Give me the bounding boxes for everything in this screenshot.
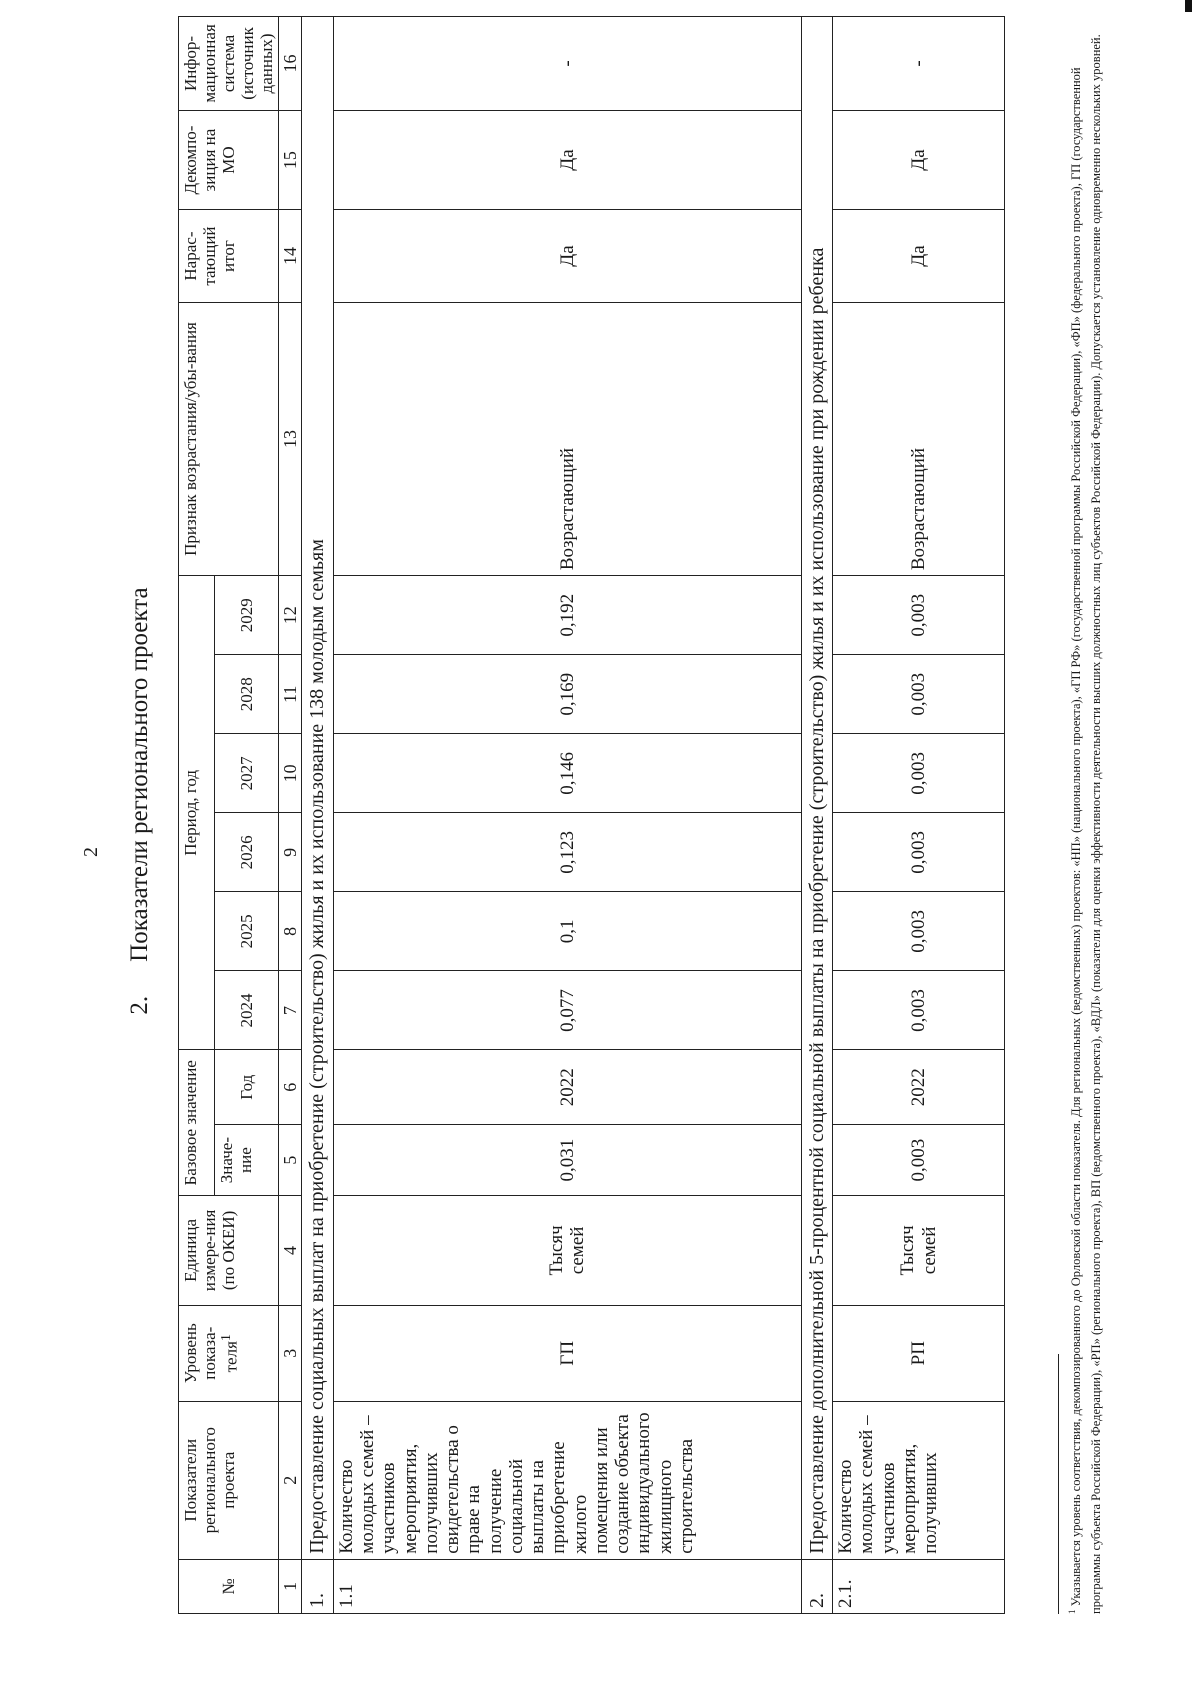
footnote-divider: [1058, 1354, 1059, 1614]
row-indicator: Количество молодых семей – участников мероприятия, получивших свидетельства о праве на получение социальной выплаты на приобретение жилого помещения или создание объекта индивидуального жилищного строительства: [333, 1401, 801, 1559]
footnote-text: Указывается уровень соответствия, декомпозированного до Орловской области показателя. Для региональных (ведомственных) проектов: «НП» (национального проекта), «ГП РФ» (государственной программы Российской Федерации), «ФП» (федерального проекта), ГП (государственной программы субъекта Российской Федерации), «РП» (регионального проекта), ВП (ведомственного проекта), «ВДЛ» (показатели для оценки эффективности деятельности высших должностных лиц субъектов Российской Федерации). Допускается установление одновременно нескольких уровней.: [1069, 34, 1103, 1614]
header-trend: Признак возрастания/убы-вания: [179, 302, 279, 575]
row-value: 0,003: [833, 892, 1005, 971]
header-base-group: Базовое значение: [179, 1050, 215, 1196]
column-number: 7: [279, 971, 302, 1050]
column-number: 16: [279, 17, 302, 111]
footnote-marker: 1: [1067, 1609, 1077, 1614]
section-number: 2.: [126, 995, 153, 1015]
row-num: 1.1: [333, 1559, 801, 1613]
header-base-value: Значе-ние: [214, 1125, 278, 1196]
column-number: 6: [279, 1050, 302, 1125]
column-number: 13: [279, 302, 302, 575]
row-cumulative: Да: [833, 210, 1005, 303]
section-row: [801, 17, 832, 1614]
column-number: 9: [279, 813, 302, 892]
row-value: 0,146: [333, 734, 801, 813]
row-value: 0,169: [333, 655, 801, 734]
row-cumulative: Да: [333, 210, 801, 303]
row-base-value: 0,003: [833, 1125, 1005, 1196]
row-value: 0,123: [333, 813, 801, 892]
header-cumulative: Нарас-тающий итог: [179, 210, 279, 303]
row-value: 0,003: [833, 813, 1005, 892]
column-number: 11: [279, 655, 302, 734]
row-value: 0,192: [333, 576, 801, 655]
row-value: 0,003: [833, 971, 1005, 1050]
header-level-text: Уровень показа-теля: [181, 1323, 241, 1384]
header-level: [179, 1305, 279, 1401]
row-level: РП: [833, 1305, 1005, 1401]
section-row: [302, 17, 333, 1614]
column-number: 15: [279, 110, 302, 209]
header-indicator: Показатели регионального проекта: [179, 1401, 279, 1559]
column-number: 10: [279, 734, 302, 813]
row-value: 0,003: [833, 576, 1005, 655]
row-trend: Возрастающий: [833, 302, 1005, 575]
header-num: №: [179, 1559, 279, 1613]
section-title-cell: Предоставление социальных выплат на приобретение (строительство) жилья и их использование 138 молодым семьям: [302, 17, 333, 1560]
row-value: 0,077: [333, 971, 801, 1050]
column-number: 1: [279, 1559, 302, 1613]
section-num: 1.: [302, 1559, 333, 1613]
header-year: 2025: [214, 892, 278, 971]
row-decomposition: Да: [833, 110, 1005, 209]
column-number: 14: [279, 210, 302, 303]
header-year: 2024: [214, 971, 278, 1050]
header-decomposition: Декомпо-зиция на МО: [179, 110, 279, 209]
column-number: 2: [279, 1401, 302, 1559]
section-num: 2.: [801, 1559, 832, 1613]
row-base-year: 2022: [833, 1050, 1005, 1125]
column-number: 8: [279, 892, 302, 971]
footnote: [1066, 16, 1106, 1614]
header-year: 2027: [214, 734, 278, 813]
header-period-group: Период, год: [179, 576, 215, 1050]
header-year: 2026: [214, 813, 278, 892]
column-number: 3: [279, 1305, 302, 1401]
header-unit: Единица измере-ния (по ОКЕИ): [179, 1196, 279, 1306]
section-title: [126, 384, 154, 1184]
row-info-system: -: [833, 17, 1005, 111]
row-base-year: 2022: [333, 1050, 801, 1125]
row-unit: Тысяч семей: [833, 1196, 1005, 1306]
header-base-year: Год: [214, 1050, 278, 1125]
table-row: [333, 17, 801, 1614]
column-number: 12: [279, 576, 302, 655]
row-base-value: 0,031: [333, 1125, 801, 1196]
row-unit: Тысяч семей: [333, 1196, 801, 1306]
column-number: 5: [279, 1125, 302, 1196]
header-year: 2028: [214, 655, 278, 734]
header-info-system: Инфор-мационная система (источник данных): [179, 17, 279, 111]
row-info-system: -: [333, 17, 801, 111]
row-trend: Возрастающий: [333, 302, 801, 575]
header-level-footnote-marker: 1: [218, 1334, 235, 1342]
column-number: 4: [279, 1196, 302, 1306]
row-indicator: Количество молодых семей – участников мероприятия, получивших: [833, 1401, 1005, 1559]
row-num: 2.1.: [833, 1559, 1005, 1613]
section-title-cell: Предоставление дополнительной 5-процентной социальной выплаты на приобретение (строительство) жилья и их использование при рождении ребенка: [801, 17, 832, 1560]
indicators-table: [178, 16, 1005, 1614]
page-number: 2: [80, 847, 102, 857]
header-year: 2029: [214, 576, 278, 655]
row-value: 0,003: [833, 655, 1005, 734]
row-value: 0,003: [833, 734, 1005, 813]
table-header-row: [179, 17, 215, 1614]
row-value: 0,1: [333, 892, 801, 971]
section-title-text: Показатели регионального проекта: [126, 587, 153, 962]
table-row: [833, 17, 1005, 1614]
column-numbers-row: [279, 17, 302, 1614]
row-decomposition: Да: [333, 110, 801, 209]
row-level: ГП: [333, 1305, 801, 1401]
